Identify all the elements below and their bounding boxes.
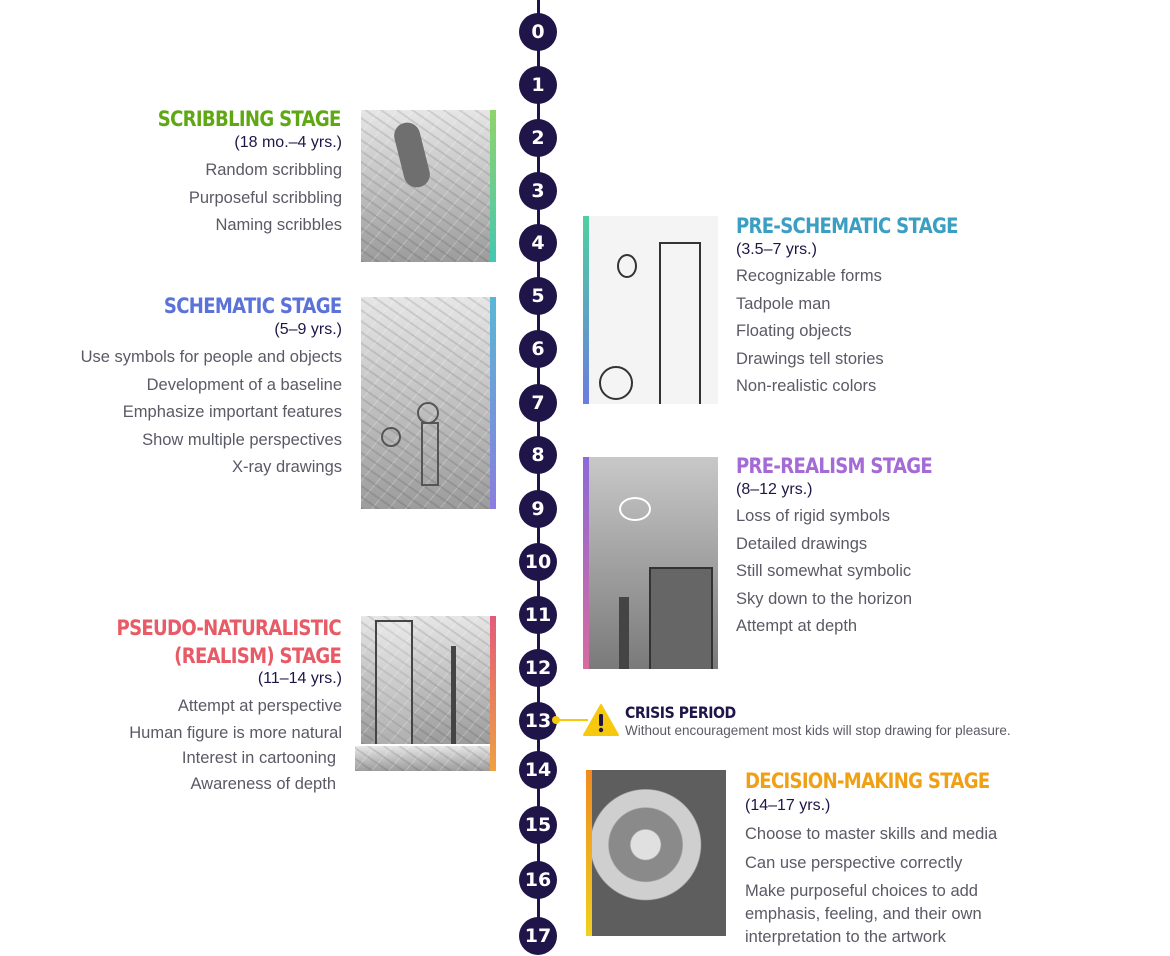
trait-item: Naming scribbles — [215, 216, 342, 234]
trait-item: emphasis, feeling, and their own — [745, 905, 982, 923]
trait-item: Drawings tell stories — [736, 349, 884, 368]
trait-item: Recognizable forms — [736, 267, 882, 285]
schematic-stage-title: SCHEMATIC STAGE — [163, 294, 341, 318]
schematic-color-bar — [490, 297, 496, 509]
pseudo-naturalistic-color-bar — [490, 616, 496, 771]
crisis-period-text: Without encouragement most kids will stop drawing for pleasure. — [625, 723, 1011, 738]
warning-icon — [582, 703, 620, 737]
trait-item: Floating objects — [736, 322, 852, 340]
crisis-connector-dot — [552, 716, 560, 724]
decision-stage-title: DECISION-MAKING STAGE — [745, 769, 990, 793]
trait-item: Awareness of depth — [190, 774, 336, 793]
pseudo-naturalistic-stage-age: (11–14 yrs.) — [257, 670, 342, 687]
trait-item: Human figure is more natural — [129, 723, 342, 742]
scribbling-stage-traits — [189, 157, 342, 240]
scribbling-color-bar — [490, 110, 496, 262]
prerealism-stage-title: PRE-REALISM STAGE — [736, 454, 933, 478]
scribbling-drawing-photo — [361, 110, 491, 262]
trait-item: Random scribbling — [205, 161, 342, 179]
trait-item: Emphasize important features — [122, 403, 342, 421]
preschematic-stage-traits — [736, 263, 884, 401]
trait-item: Attempt at depth — [736, 617, 858, 635]
trait-item: Sky down to the horizon — [736, 589, 913, 608]
trait-item: Interest in cartooning — [181, 748, 336, 767]
trait-item: Loss of rigid symbols — [736, 507, 891, 525]
pseudo-naturalistic-strip-photo — [355, 746, 491, 771]
age-node-2: 2 — [519, 119, 557, 157]
preschematic-stage-age: (3.5–7 yrs.) — [736, 241, 817, 258]
trait-item: Development of a baseline — [146, 375, 342, 394]
trait-item: Detailed drawings — [736, 534, 868, 553]
age-node-13: 13 — [519, 702, 557, 740]
scribbling-stage-age: (18 mo.–4 yrs.) — [234, 134, 342, 151]
age-node-1: 1 — [519, 66, 557, 104]
decision-stage-traits — [745, 820, 997, 949]
trait-item: Show multiple perspectives — [142, 430, 342, 449]
preschematic-stage-title: PRE-SCHEMATIC STAGE — [736, 214, 958, 238]
trait-item: Tadpole man — [736, 294, 831, 313]
age-node-7: 7 — [519, 384, 557, 422]
schematic-stage-age: (5–9 yrs.) — [274, 321, 342, 338]
trait-item: Still somewhat symbolic — [736, 562, 912, 580]
age-node-14: 14 — [519, 751, 557, 789]
prerealism-stage-age: (8–12 yrs.) — [736, 481, 813, 498]
age-node-3: 3 — [519, 172, 557, 210]
trait-item: Choose to master skills and media — [745, 825, 998, 843]
scribbling-stage-title: SCRIBBLING STAGE — [158, 107, 341, 131]
crisis-period-title: CRISIS PERIOD — [625, 703, 736, 722]
trait-item: Make purposeful choices to add — [745, 882, 978, 900]
trait-item: Can use perspective correctly — [745, 854, 963, 872]
schematic-stage-traits — [81, 344, 342, 482]
prerealism-drawing-photo — [589, 457, 718, 669]
age-node-15: 15 — [519, 806, 557, 844]
prerealism-stage-traits — [736, 503, 912, 641]
age-node-17: 17 — [519, 917, 557, 955]
preschematic-drawing-photo — [589, 216, 718, 404]
age-node-8: 8 — [519, 436, 557, 474]
decision-drawing-photo — [592, 770, 726, 936]
trait-item: Use symbols for people and objects — [80, 348, 342, 366]
pseudo-naturalistic-stage-traits — [129, 693, 342, 798]
pseudo-naturalistic-drawing-photo — [361, 616, 491, 744]
age-node-16: 16 — [519, 861, 557, 899]
pseudo-naturalistic-stage-title-line2: (REALISM) STAGE — [174, 644, 341, 668]
age-node-9: 9 — [519, 490, 557, 528]
age-node-10: 10 — [519, 543, 557, 581]
age-node-11: 11 — [519, 596, 557, 634]
pseudo-naturalistic-stage-title-line1: PSEUDO-NATURALISTIC — [116, 616, 341, 640]
age-node-12: 12 — [519, 649, 557, 687]
decision-stage-age: (14–17 yrs.) — [745, 797, 831, 814]
trait-item: X-ray drawings — [231, 458, 342, 476]
trait-item: interpretation to the artwork — [745, 928, 946, 946]
age-node-6: 6 — [519, 330, 557, 368]
age-node-5: 5 — [519, 277, 557, 315]
age-node-0: 0 — [519, 13, 557, 51]
trait-item: Non-realistic colors — [736, 377, 877, 395]
trait-item: Purposeful scribbling — [188, 188, 342, 207]
age-node-4: 4 — [519, 224, 557, 262]
trait-item: Attempt at perspective — [177, 697, 342, 715]
schematic-drawing-photo — [361, 297, 491, 509]
